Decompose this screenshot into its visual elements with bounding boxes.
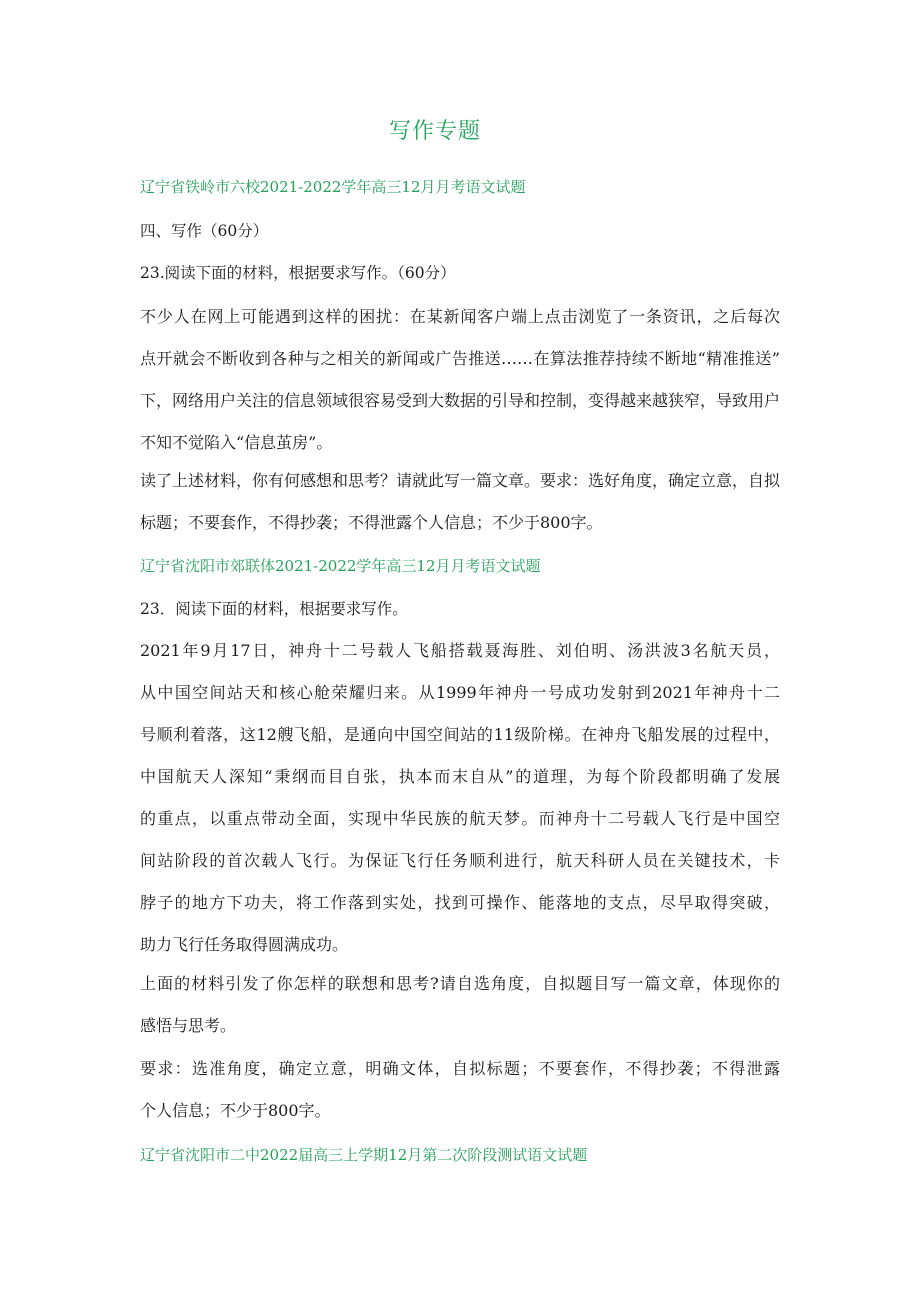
text-line: 读了上述材料，你有何感想和思考？请就此写一篇文章。要求：选好角度，确定立意，自拟 — [140, 471, 781, 490]
text-line: 号顺利着落，这12艘飞船，是通向中国空间站的11级阶梯。在神舟飞船发展的过程中， — [140, 725, 780, 744]
text-line: 标题；不要套作，不得抄袭；不得泄露个人信息；不少于800字。 — [140, 513, 603, 532]
text-line: 的重点，以重点带动全面，实现中华民族的航天梦。而神舟十二号载人飞行是中国空 — [140, 809, 780, 828]
text-line: 不知不觉陷入“信息茧房”。 — [140, 433, 333, 452]
material-paragraph-1 — [140, 296, 780, 464]
material-paragraph-2 — [140, 630, 780, 966]
page-title: 写作专题 — [388, 119, 481, 144]
text-line: 感悟与思考。 — [140, 1016, 237, 1035]
text-line: 下，网络用户关注的信息领域很容易受到大数据的引导和控制，变得越来越狭窄，导致用户 — [140, 391, 781, 410]
source-heading-3: 辽宁省沈阳市二中2022届高三上学期12月第二次阶段测试语文试题 — [140, 1146, 588, 1164]
question-1: 23.阅读下面的材料，根据要求写作。（60分） — [140, 264, 456, 282]
question-2: 23．阅读下面的材料，根据要求写作。 — [140, 600, 408, 618]
part-heading: 四、写作（60分） — [140, 222, 269, 240]
text-line: 个人信息；不少于800字。 — [140, 1101, 331, 1120]
prompt-paragraph-2 — [140, 963, 780, 1047]
text-line: 2021年9月17日，神舟十二号载人飞船搭载聂海胜、刘伯明、汤洪波3名航天员， — [140, 641, 780, 660]
source-heading-1: 辽宁省铁岭市六校2021-2022学年高三12月月考语文试题 — [140, 178, 526, 196]
text-line: 中国航天人深知“秉纲而目自张，执本而末自从”的道理，为每个阶段都明确了发展 — [140, 767, 780, 786]
text-line: 间站阶段的首次载人飞行。为保证飞行任务顺利进行，航天科研人员在关键技术，卡 — [140, 851, 780, 870]
text-line: 不少人在网上可能遇到这样的困扰：在某新闻客户端上点击浏览了一条资讯，之后每次 — [140, 307, 780, 326]
text-line: 上面的材料引发了你怎样的联想和思考?请自选角度，自拟题目写一篇文章，体现你的 — [140, 974, 780, 993]
requirement-paragraph-2 — [140, 1048, 780, 1132]
text-line: 要求：选准角度，确定立意，明确文体，自拟标题；不要套作，不得抄袭；不得泄露 — [140, 1059, 780, 1078]
text-line: 从中国空间站天和核心舱荣耀归来。从1999年神舟一号成功发射到2021年神舟十二 — [140, 683, 780, 702]
text-line: 助力飞行任务取得圆满成功。 — [140, 935, 349, 954]
text-line: 点开就会不断收到各种与之相关的新闻或广告推送……在算法推荐持续不断地“精准推送” — [140, 349, 780, 368]
text-line: 脖子的地方下功夫，将工作落到实处，找到可操作、能落地的支点，尽早取得突破， — [140, 893, 780, 912]
source-heading-2: 辽宁省沈阳市郊联体2021-2022学年高三12月月考语文试题 — [140, 557, 541, 575]
requirement-paragraph-1 — [140, 460, 780, 544]
